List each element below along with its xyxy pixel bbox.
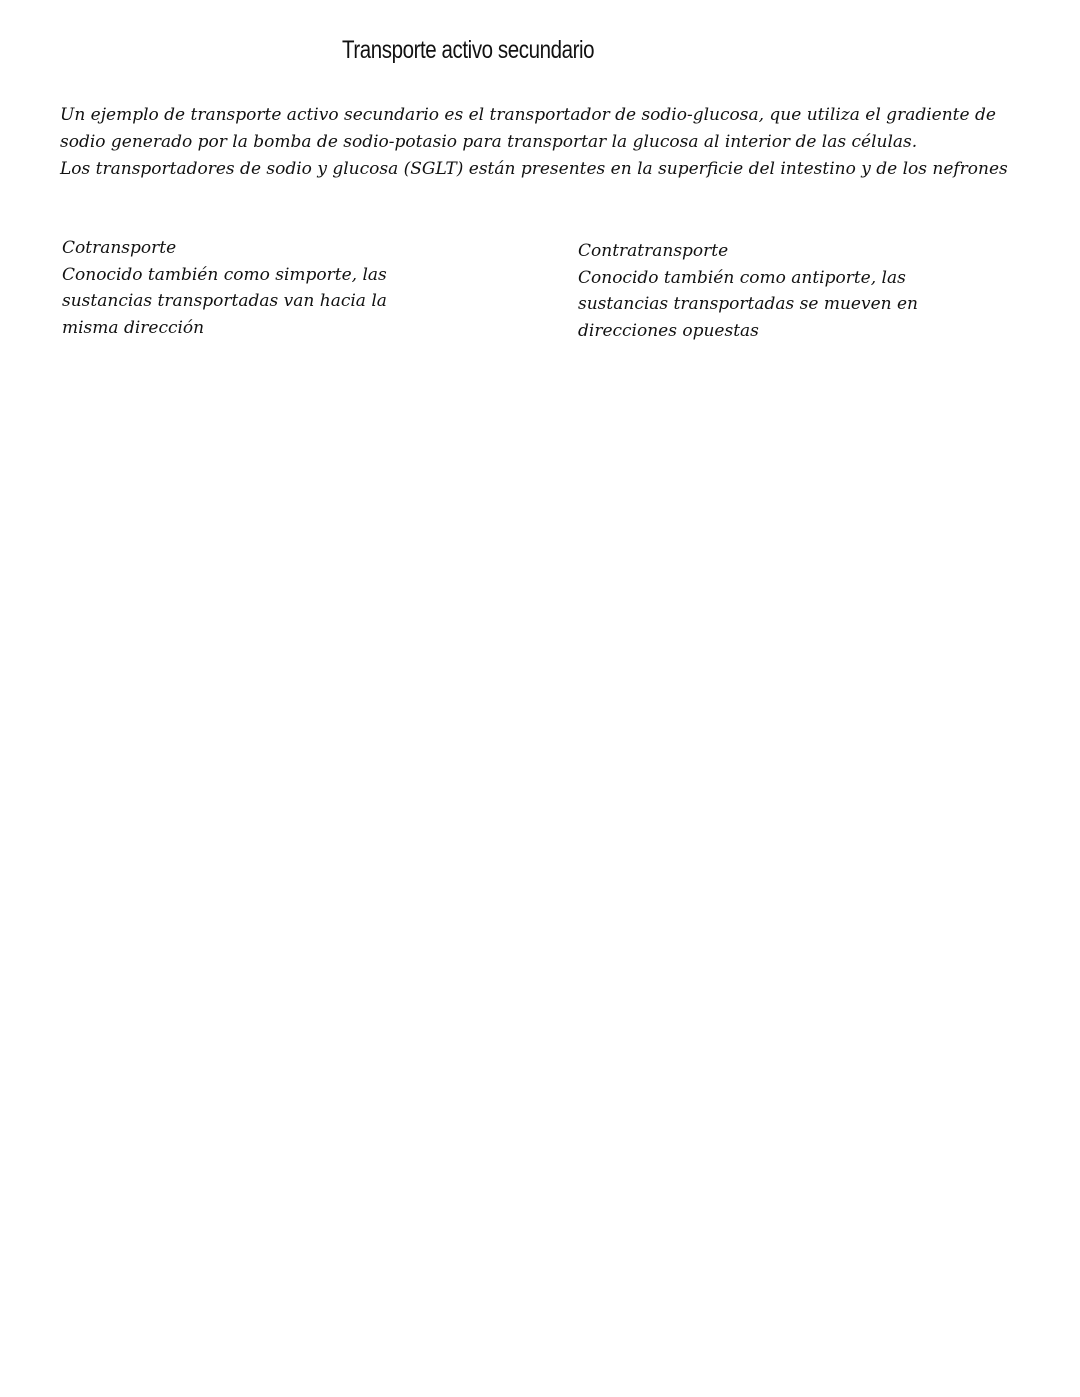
contratransporte-line: direcciones opuestas	[578, 320, 759, 341]
cotransporte-line: misma dirección	[62, 317, 205, 338]
cotransporte-line: sustancias transportadas van hacia la	[62, 291, 387, 311]
contratransporte-heading: Contratransporte	[578, 241, 729, 261]
intro-line: Un ejemplo de transporte activo secundario es el transportador de sodio-glucosa, que utiliza el gradiente de	[60, 105, 996, 125]
cotransporte-section	[62, 235, 387, 341]
contratransporte-section	[578, 238, 918, 344]
contratransporte-line: sustancias transportadas se mueven en	[578, 294, 918, 314]
intro-line: sodio generado por la bomba de sodio-potasio para transportar la glucosa al interior de las células.	[60, 132, 918, 152]
cotransporte-heading: Cotransporte	[62, 238, 177, 258]
intro-paragraph	[60, 102, 1080, 183]
intro-line: Los transportadores de sodio y glucosa (SGLT) están presentes en la superficie del intestino y de los nefrones	[60, 159, 1008, 179]
contratransporte-line: Conocido también como antiporte, las	[578, 267, 906, 288]
cotransporte-line: Conocido también como simporte, las	[62, 264, 387, 285]
page-title: Transporte activo secundario	[342, 36, 595, 64]
